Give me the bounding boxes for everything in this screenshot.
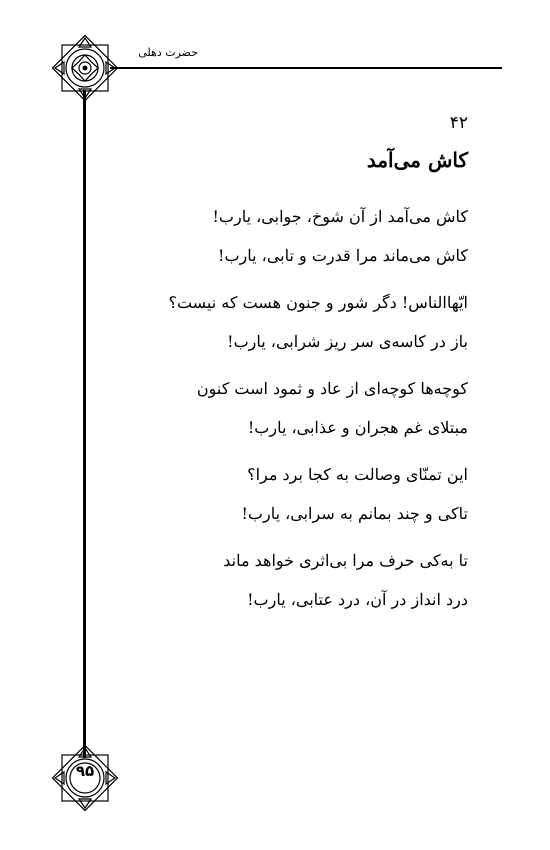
verse-line: کاش می‌آمد از آن شوخ، جوابی، یارب!	[212, 207, 468, 226]
verse-line: تا به‌کی حرف مرا بی‌اثری خواهد ماند	[223, 551, 468, 570]
verse-line: تاکی و چند بمانم به سرابی، یارب!	[241, 504, 468, 523]
poem-number: ۴۲	[449, 113, 468, 133]
poem-title: کاش می‌آمد	[366, 148, 468, 172]
stanza	[138, 204, 468, 268]
poem	[138, 112, 468, 634]
stanza	[138, 290, 468, 354]
margin-rule	[83, 90, 86, 758]
stanza	[138, 462, 468, 526]
verse-line: ایّهاالناس! دگر شور و جنون هست که نیست؟	[168, 293, 468, 312]
stanza	[138, 548, 468, 612]
verse-line: کاش می‌ماند مرا قدرت و تابی، یارب!	[218, 246, 468, 265]
running-title: حضرت دهلی	[138, 46, 198, 59]
verse-line: کوچه‌ها کوچه‌ای از عاد و ثمود است کنون	[196, 379, 468, 398]
verse-line: باز در کاسه‌ی سر ریز شرابی، یارب!	[227, 332, 468, 351]
header-rule	[110, 67, 502, 69]
verse-line: مبتلای غم هجران و عذابی، یارب!	[247, 418, 468, 437]
page-number: ۹۵	[75, 762, 95, 780]
verse-line: درد انداز در آن، درد عتابی، یارب!	[247, 590, 468, 609]
verse-line: این تمنّای وصالت به کجا برد مرا؟	[247, 465, 468, 484]
stanza	[138, 376, 468, 440]
